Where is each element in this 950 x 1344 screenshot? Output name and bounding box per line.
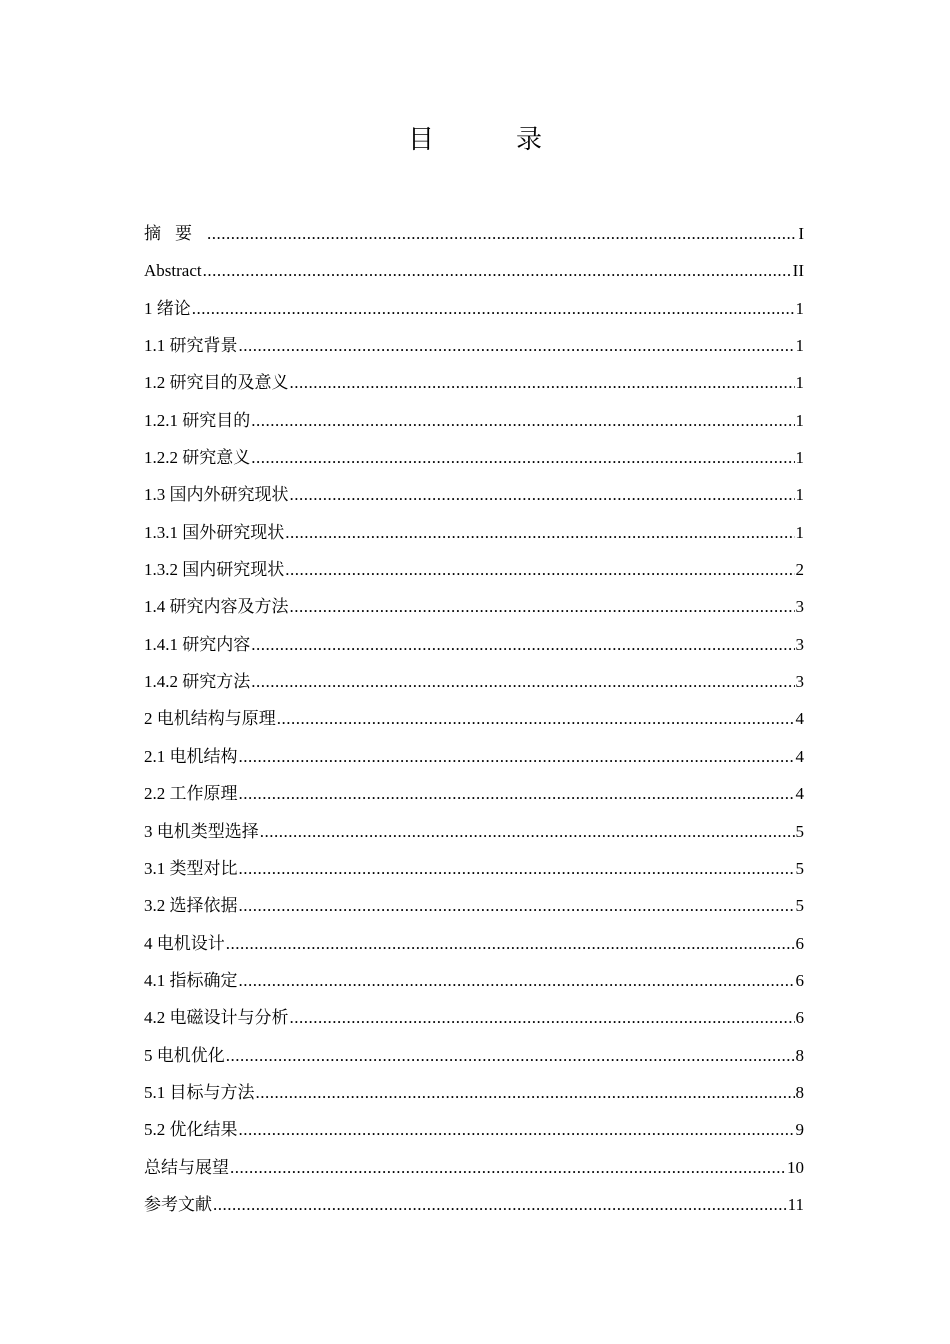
toc-entry-page-number: 6 [795,933,804,953]
toc-leader-dots [213,1186,787,1223]
toc-entry-label: 1.3.1 国外研究现状 [144,522,285,542]
toc-leader-dots [239,738,795,775]
toc-entry-label: 2.2 工作原理 [144,784,238,804]
toc-entry-page-number: 1 [795,485,804,505]
toc-entry[interactable] [144,1149,804,1186]
toc-leader-dots [239,850,795,887]
toc-leader-dots [239,1111,795,1148]
toc-entry-label: 1.3.2 国内研究现状 [144,560,285,580]
toc-entry-label: 1.2 研究目的及意义 [144,373,289,393]
toc-leader-dots [239,327,795,364]
toc-entry-page-number: 3 [795,597,804,617]
toc-entry-page-number: II [792,261,804,281]
toc-entry-label: 1.1 研究背景 [144,336,238,356]
toc-leader-dots [290,999,795,1036]
toc-leader-dots [251,402,794,439]
toc-entry-label: 1.2.1 研究目的 [144,410,251,430]
toc-entry[interactable] [144,738,804,775]
toc-entry-page-number: 4 [795,746,804,766]
toc-leader-dots [239,887,795,924]
toc-entry-label: 4.2 电磁设计与分析 [144,1008,289,1028]
toc-entry-label: 2.1 电机结构 [144,746,238,766]
toc-entry-label: 3.1 类型对比 [144,858,238,878]
toc-entry-label: 1.4.1 研究内容 [144,634,251,654]
toc-entry-label: 3.2 选择依据 [144,896,238,916]
toc-leader-dots [290,476,795,513]
toc-entry-page-number: 5 [795,896,804,916]
toc-leader-dots [251,626,794,663]
toc-entry-page-number: 11 [787,1194,804,1214]
toc-entry-label: 4 电机设计 [144,933,225,953]
toc-entry-page-number: 2 [795,560,804,580]
toc-entry-label: 1.4 研究内容及方法 [144,597,289,617]
toc-entry-page-number: 6 [795,1008,804,1028]
toc-entry-page-number: 10 [787,1157,804,1177]
toc-entry-label: 5.2 优化结果 [144,1120,238,1140]
toc-entry[interactable] [144,252,804,289]
toc-entry-page-number: 1 [795,448,804,468]
toc-entry[interactable] [144,551,804,588]
toc-entry[interactable] [144,476,804,513]
toc-entry-label: Abstract [144,261,202,281]
toc-entry-label: 1.4.2 研究方法 [144,672,251,692]
toc-entry-page-number: 8 [795,1045,804,1065]
toc-entry[interactable] [144,588,804,625]
toc-leader-dots [285,514,794,551]
toc-leader-dots [192,290,795,327]
toc-entry-page-number: 5 [795,821,804,841]
toc-entry-label: 参考文献 [144,1194,212,1214]
toc-entry-page-number: 1 [795,336,804,356]
toc-entry[interactable] [144,514,804,551]
toc-entry[interactable] [144,1111,804,1148]
toc-entry-label: 总结与展望 [144,1157,229,1177]
toc-entry[interactable] [144,999,804,1036]
toc-entry-page-number: 4 [795,709,804,729]
toc-leader-dots [285,551,794,588]
toc-entry-label: 1.3 国内外研究现状 [144,485,289,505]
toc-leader-dots [277,700,795,737]
toc-entry-page-number: 3 [795,634,804,654]
toc-entry[interactable] [144,887,804,924]
toc-entry[interactable] [144,364,804,401]
toc-entry-page-number: 8 [795,1082,804,1102]
toc-leader-dots [226,1037,795,1074]
toc-entry[interactable] [144,775,804,812]
toc-leader-dots [239,775,795,812]
toc-entry[interactable] [144,925,804,962]
toc-entry-page-number: 1 [795,373,804,393]
toc-entry-label: 2 电机结构与原理 [144,709,276,729]
toc-entry-label: 5.1 目标与方法 [144,1082,255,1102]
toc-entry[interactable] [144,663,804,700]
toc-entry[interactable] [144,290,804,327]
toc-leader-dots [251,663,794,700]
toc-leader-dots [260,813,795,850]
toc-leader-dots [203,252,792,289]
toc-entry-label: 1.2.2 研究意义 [144,448,251,468]
toc-leader-dots [230,1149,786,1186]
toc-leader-dots [239,962,795,999]
toc-entry[interactable] [144,850,804,887]
toc-entry-page-number: 1 [795,410,804,430]
toc-entry[interactable] [144,215,804,252]
toc-leader-dots [290,588,795,625]
toc-entry-label: 4.1 指标确定 [144,970,238,990]
toc-entry[interactable] [144,1186,804,1223]
toc-entry-label: 1 绪论 [144,298,191,318]
toc-entry-label: 5 电机优化 [144,1045,225,1065]
toc-entry[interactable] [144,962,804,999]
toc-entry-page-number: 9 [795,1120,804,1140]
toc-entry[interactable] [144,700,804,737]
page-title: 目 录 [407,125,570,155]
toc-entry[interactable] [144,813,804,850]
toc-leader-dots [207,215,795,252]
toc-entry[interactable] [144,1037,804,1074]
toc-entry-label: 3 电机类型选择 [144,821,259,841]
toc-leader-dots [226,925,795,962]
toc-entry[interactable] [144,402,804,439]
table-of-contents [144,215,804,1223]
toc-entry[interactable] [144,327,804,364]
toc-entry-page-number: 6 [795,970,804,990]
toc-entry-page-number: 1 [795,298,804,318]
toc-entry-label: 摘要 [144,224,206,243]
toc-leader-dots [251,439,794,476]
toc-entry-page-number: 5 [795,858,804,878]
toc-leader-dots [290,364,795,401]
toc-entry[interactable] [144,626,804,663]
toc-entry-page-number: 3 [795,672,804,692]
toc-entry[interactable] [144,1074,804,1111]
toc-entry-page-number: 4 [795,784,804,804]
toc-entry[interactable] [144,439,804,476]
toc-entry-page-number: I [798,224,804,243]
toc-leader-dots [256,1074,795,1111]
toc-entry-page-number: 1 [795,522,804,542]
